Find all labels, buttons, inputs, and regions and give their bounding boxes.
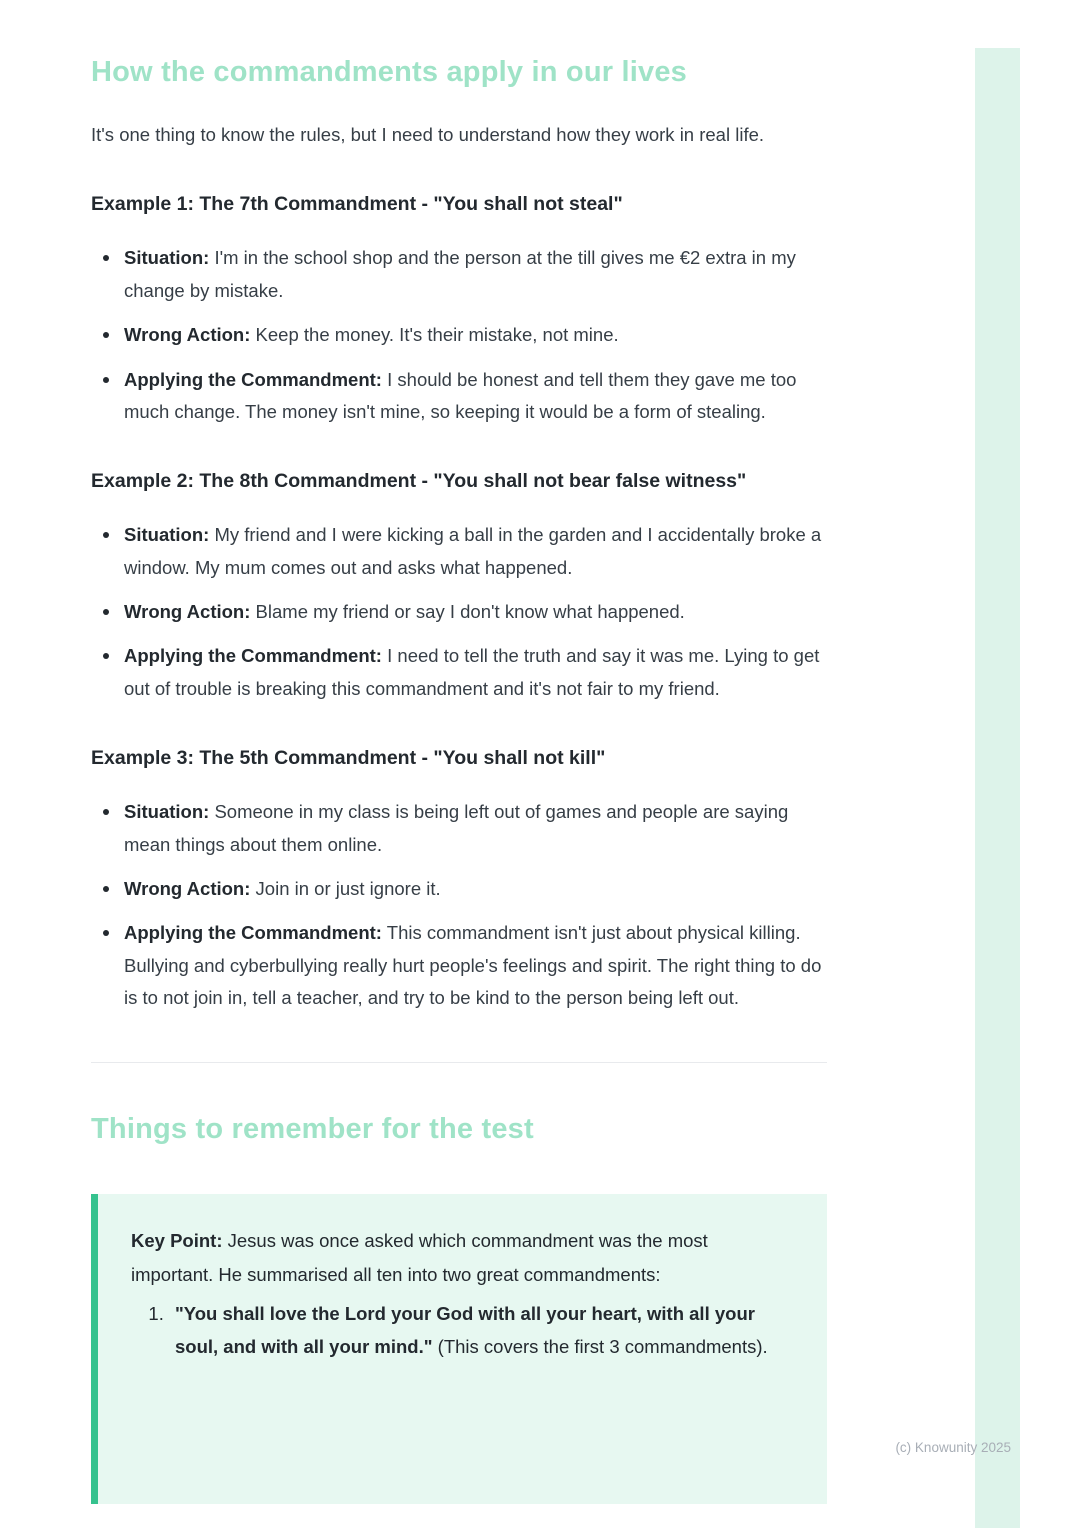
bullet-label: Wrong Action: <box>124 324 251 346</box>
list-item <box>91 873 827 905</box>
bullet-text: Someone in my class is being left out of games and people are saying mean things about them online. <box>124 801 789 855</box>
list-item <box>91 319 827 351</box>
list-item <box>91 640 827 705</box>
example-1-heading: Example 1: The 7th Commandment - "You shall not steal" <box>91 193 623 216</box>
great-commandments-list <box>131 1297 793 1364</box>
bullet-text: Join in or just ignore it. <box>255 877 441 899</box>
bullet-text: My friend and I were kicking a ball in the garden and I accidentally broke a window. My mum comes out and asks what happened. <box>124 524 822 578</box>
list-item <box>169 1297 793 1364</box>
bullet-label: Applying the Commandment: <box>124 368 382 390</box>
list-item <box>91 364 827 429</box>
bullet-text: This commandment isn't just about physical killing. Bullying and cyberbullying really hurt people's feelings and spirit. The right thing to do is to not join in, tell a teacher, and try to be kind to the person being left out. <box>124 922 822 1008</box>
commandment-note: (This covers the first 3 commandments). <box>437 1336 768 1358</box>
list-item <box>91 917 827 1014</box>
key-point-paragraph <box>131 1224 793 1291</box>
commandment-quote: "You shall love the Lord your God with all your heart, with all your soul, and with all your mind." <box>175 1302 755 1358</box>
intro-paragraph: It's one thing to know the rules, but I need to understand how they work in real life. <box>91 124 765 145</box>
bullet-text: I need to tell the truth and say it was me. Lying to get out of trouble is breaking this commandment and it's not fair to my friend. <box>124 645 820 699</box>
list-item <box>91 596 827 628</box>
section-title-test: Things to remember for the test <box>91 1113 534 1146</box>
bullet-text: I'm in the school shop and the person at the till gives me €2 extra in my change by mistake. <box>124 247 796 301</box>
watermark-text: (c) Knowunity 2025 <box>895 1440 1011 1455</box>
bullet-text: Keep the money. It's their mistake, not mine. <box>255 324 619 346</box>
bullet-label: Wrong Action: <box>124 877 251 899</box>
bullet-label: Situation: <box>124 247 210 269</box>
bullet-label: Situation: <box>124 801 210 823</box>
list-item <box>91 242 827 307</box>
page-edge-stripe <box>975 48 1020 1528</box>
key-point-label: Key Point: <box>131 1230 223 1252</box>
section-title-apply: How the commandments apply in our lives <box>91 56 687 88</box>
example-3-bullet-list <box>91 796 827 1014</box>
bullet-label: Situation: <box>124 524 210 546</box>
bullet-label: Wrong Action: <box>124 601 251 622</box>
section-divider <box>91 1062 827 1063</box>
example-2-heading: Example 2: The 8th Commandment - "You shall not bear false witness" <box>91 470 747 493</box>
key-point-body: Jesus was once asked which commandment was the most important. He summarised all ten into two great commandments: <box>131 1230 708 1285</box>
bullet-text: Blame my friend or say I don't know what happened. <box>255 601 685 622</box>
key-point-callout <box>91 1194 827 1503</box>
example-3-heading: Example 3: The 5th Commandment - "You shall not kill" <box>91 747 606 770</box>
note-content <box>91 56 827 1504</box>
bullet-label: Applying the Commandment: <box>124 922 382 944</box>
list-item <box>91 519 827 584</box>
bullet-label: Applying the Commandment: <box>124 645 382 667</box>
example-1-bullet-list <box>91 242 827 428</box>
example-2-bullet-list <box>91 519 827 705</box>
bullet-text: I should be honest and tell them they gave me too much change. The money isn't mine, so keeping it would be a form of stealing. <box>124 368 797 422</box>
list-item <box>91 796 827 861</box>
